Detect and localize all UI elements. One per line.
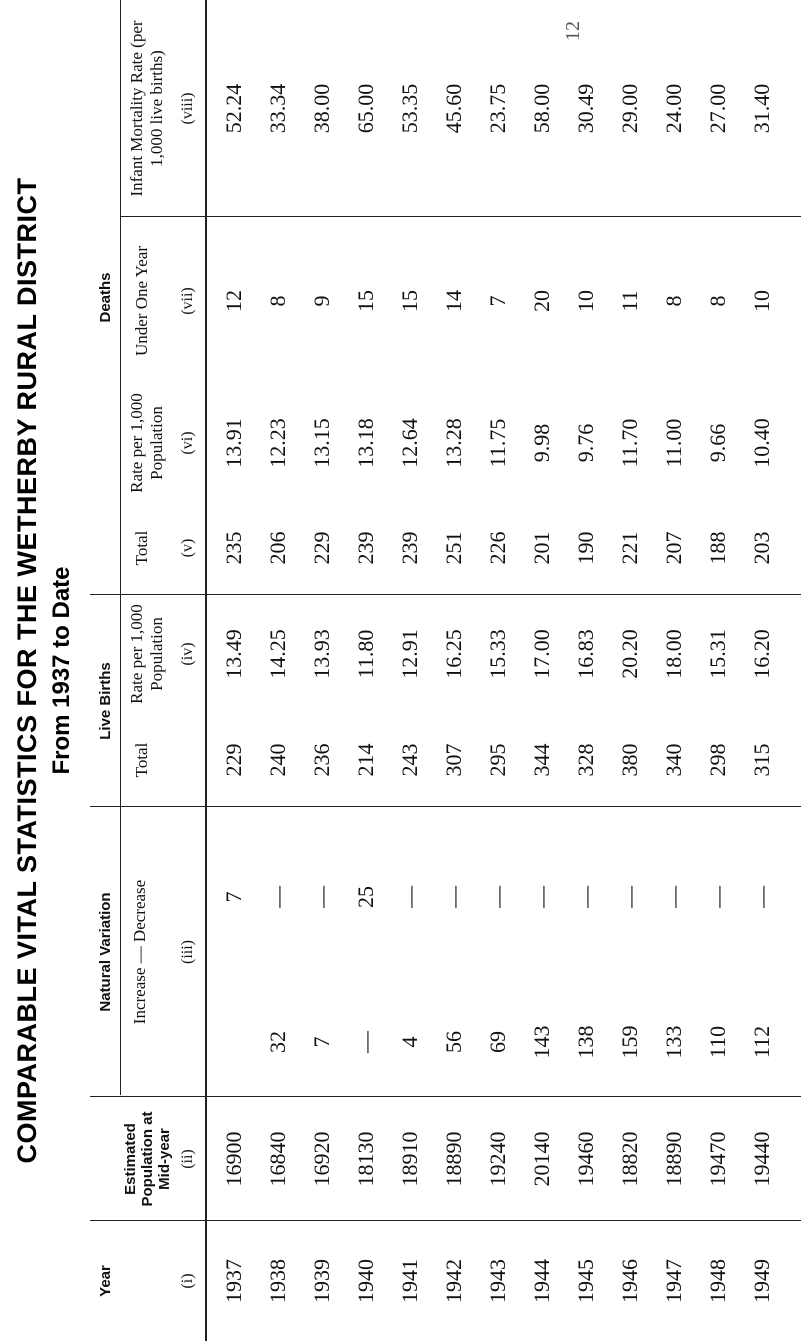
cell-deaths-total: 221 bbox=[617, 531, 642, 565]
cell-births-rate: 16.83 bbox=[573, 629, 598, 679]
cell-deaths-rate: 11.70 bbox=[617, 418, 642, 468]
cell-year: 1948 bbox=[705, 1259, 730, 1303]
cell-population: 20140 bbox=[529, 1131, 554, 1187]
cell-decrease: — bbox=[529, 886, 554, 908]
cell-population: 18820 bbox=[617, 1131, 642, 1187]
cell-decrease: — bbox=[397, 886, 422, 908]
cell-year: 1937 bbox=[221, 1259, 246, 1303]
cell-births-total: 315 bbox=[749, 743, 774, 777]
cell-increase: 110 bbox=[705, 1025, 730, 1059]
cell-births-total: 298 bbox=[705, 743, 730, 777]
cell-deaths-total: 239 bbox=[397, 531, 422, 565]
roman-numeral: (i) bbox=[178, 1273, 196, 1289]
cell-under-one-year: 15 bbox=[397, 290, 422, 312]
header-births-rate: Rate per 1,000 Population bbox=[127, 604, 166, 704]
cell-births-total: 229 bbox=[221, 743, 246, 777]
group-year: Year bbox=[97, 1265, 115, 1297]
cell-infant-mortality: 29.00 bbox=[617, 83, 642, 134]
cell-year: 1949 bbox=[749, 1259, 774, 1303]
cell-increase: 112 bbox=[749, 1025, 774, 1059]
cell-population: 18130 bbox=[353, 1131, 378, 1187]
cell-deaths-rate: 13.28 bbox=[441, 418, 466, 468]
cell-infant-mortality: 24.00 bbox=[661, 83, 686, 134]
cell-population: 16920 bbox=[309, 1131, 334, 1187]
cell-increase: 143 bbox=[529, 1025, 554, 1059]
cell-deaths-total: 206 bbox=[265, 531, 290, 565]
header-infant-mortality: Infant Mortality Rate (per 1,000 live births) bbox=[127, 20, 166, 197]
cell-decrease: — bbox=[441, 886, 466, 908]
roman-numeral: (ii) bbox=[178, 1149, 196, 1169]
cell-births-rate: 20.20 bbox=[617, 629, 642, 679]
cell-increase: 69 bbox=[485, 1031, 510, 1053]
cell-increase: 4 bbox=[397, 1036, 422, 1048]
cell-deaths-rate: 13.91 bbox=[221, 418, 246, 468]
header-deaths-rate: Rate per 1,000 Population bbox=[127, 393, 166, 493]
cell-year: 1938 bbox=[265, 1259, 290, 1303]
header-increase-decrease: Increase — Decrease bbox=[130, 879, 150, 1025]
cell-population: 18910 bbox=[397, 1131, 422, 1187]
cell-infant-mortality: 45.60 bbox=[441, 83, 466, 134]
cell-year: 1945 bbox=[573, 1259, 598, 1303]
cell-population: 19460 bbox=[573, 1131, 598, 1187]
cell-year: 1940 bbox=[353, 1259, 378, 1303]
group-natural-variation: Natural Variation bbox=[97, 892, 115, 1012]
cell-increase: — bbox=[353, 1031, 378, 1053]
cell-deaths-rate: 13.15 bbox=[309, 418, 334, 468]
cell-increase: 159 bbox=[617, 1025, 642, 1059]
cell-deaths-rate: 9.66 bbox=[705, 423, 730, 463]
cell-year: 1943 bbox=[485, 1259, 510, 1303]
roman-numeral: (viii) bbox=[178, 92, 196, 125]
cell-population: 16840 bbox=[265, 1131, 290, 1187]
group-live-births: Live Births bbox=[97, 662, 115, 740]
cell-decrease: 25 bbox=[353, 886, 378, 908]
cell-deaths-total: 207 bbox=[661, 531, 686, 565]
cell-year: 1942 bbox=[441, 1259, 466, 1303]
cell-increase: 138 bbox=[573, 1025, 598, 1059]
roman-numeral: (vii) bbox=[178, 287, 196, 315]
page-number: 12 bbox=[562, 21, 584, 41]
roman-numeral: (iii) bbox=[178, 940, 196, 964]
cell-infant-mortality: 23.75 bbox=[485, 83, 510, 134]
cell-under-one-year: 8 bbox=[705, 295, 730, 307]
cell-infant-mortality: 30.49 bbox=[573, 83, 598, 134]
cell-infant-mortality: 53.35 bbox=[397, 83, 422, 134]
cell-infant-mortality: 58.00 bbox=[529, 83, 554, 134]
cell-births-rate: 17.00 bbox=[529, 629, 554, 679]
cell-under-one-year: 10 bbox=[749, 290, 774, 312]
cell-deaths-rate: 9.98 bbox=[529, 423, 554, 463]
roman-numeral: (v) bbox=[178, 538, 196, 558]
cell-births-rate: 13.93 bbox=[309, 629, 334, 679]
cell-births-total: 380 bbox=[617, 743, 642, 777]
header-deaths-total: Total bbox=[132, 530, 152, 566]
group-rule bbox=[120, 0, 121, 1095]
cell-population: 19240 bbox=[485, 1131, 510, 1187]
cell-deaths-total: 226 bbox=[485, 531, 510, 565]
cell-population: 19440 bbox=[749, 1131, 774, 1187]
cell-under-one-year: 14 bbox=[441, 290, 466, 312]
cell-infant-mortality: 38.00 bbox=[309, 83, 334, 134]
cell-decrease: — bbox=[617, 886, 642, 908]
cell-births-rate: 11.80 bbox=[353, 629, 378, 679]
header-under-one-year: Under One Year bbox=[132, 246, 152, 357]
cell-births-total: 214 bbox=[353, 743, 378, 777]
cell-deaths-rate: 13.18 bbox=[353, 418, 378, 468]
cell-deaths-rate: 12.64 bbox=[397, 418, 422, 468]
cell-births-rate: 15.33 bbox=[485, 629, 510, 679]
cell-births-total: 243 bbox=[397, 743, 422, 777]
cell-under-one-year: 11 bbox=[617, 290, 642, 312]
cell-births-rate: 12.91 bbox=[397, 629, 422, 679]
group-deaths: Deaths bbox=[97, 272, 115, 323]
cell-year: 1946 bbox=[617, 1259, 642, 1303]
page-subtitle: From 1937 to Date bbox=[48, 566, 75, 775]
cell-deaths-rate: 11.00 bbox=[661, 418, 686, 468]
cell-decrease: — bbox=[309, 886, 334, 908]
cell-infant-mortality: 65.00 bbox=[353, 83, 378, 134]
cell-births-total: 344 bbox=[529, 743, 554, 777]
cell-under-one-year: 9 bbox=[309, 295, 334, 307]
cell-year: 1941 bbox=[397, 1259, 422, 1303]
cell-decrease: — bbox=[485, 886, 510, 908]
cell-under-one-year: 10 bbox=[573, 290, 598, 312]
cell-population: 18890 bbox=[661, 1131, 686, 1187]
cell-year: 1944 bbox=[529, 1259, 554, 1303]
cell-infant-mortality: 31.40 bbox=[749, 83, 774, 134]
cell-births-rate: 18.00 bbox=[661, 629, 686, 679]
cell-infant-mortality: 52.24 bbox=[221, 83, 246, 134]
cell-births-total: 236 bbox=[309, 743, 334, 777]
cell-deaths-total: 251 bbox=[441, 531, 466, 565]
cell-births-total: 240 bbox=[265, 743, 290, 777]
cell-births-total: 340 bbox=[661, 743, 686, 777]
cell-births-total: 307 bbox=[441, 743, 466, 777]
cell-decrease: — bbox=[749, 886, 774, 908]
roman-numeral: (iv) bbox=[178, 642, 196, 666]
cell-deaths-rate: 10.40 bbox=[749, 418, 774, 468]
cell-increase: 7 bbox=[309, 1036, 334, 1048]
cell-decrease: — bbox=[573, 886, 598, 908]
cell-increase: 32 bbox=[265, 1031, 290, 1053]
cell-deaths-rate: 11.75 bbox=[485, 418, 510, 468]
header-births-total: Total bbox=[132, 742, 152, 778]
cell-under-one-year: 15 bbox=[353, 290, 378, 312]
cell-births-rate: 15.31 bbox=[705, 629, 730, 679]
cell-births-rate: 16.20 bbox=[749, 629, 774, 679]
cell-births-rate: 14.25 bbox=[265, 629, 290, 679]
cell-population: 19470 bbox=[705, 1131, 730, 1187]
cell-births-rate: 13.49 bbox=[221, 629, 246, 679]
roman-numeral: (vi) bbox=[178, 431, 196, 455]
cell-increase: 56 bbox=[441, 1031, 466, 1053]
cell-deaths-total: 188 bbox=[705, 531, 730, 565]
cell-decrease: — bbox=[661, 886, 686, 908]
cell-deaths-rate: 9.76 bbox=[573, 423, 598, 463]
cell-increase: 133 bbox=[661, 1025, 686, 1059]
cell-deaths-total: 201 bbox=[529, 531, 554, 565]
group-population: Estimated Population at Mid-year bbox=[121, 1111, 174, 1207]
header-rule bbox=[205, 0, 207, 1341]
page-title: COMPARABLE VITAL STATISTICS FOR THE WETHERBY RURAL DISTRICT bbox=[12, 177, 42, 1164]
cell-increase bbox=[212, 987, 256, 1097]
cell-decrease: — bbox=[265, 886, 290, 908]
cell-deaths-rate: 12.23 bbox=[265, 418, 290, 468]
cell-population: 18890 bbox=[441, 1131, 466, 1187]
cell-deaths-total: 203 bbox=[749, 531, 774, 565]
cell-decrease: — bbox=[705, 886, 730, 908]
cell-deaths-total: 239 bbox=[353, 531, 378, 565]
cell-infant-mortality: 27.00 bbox=[705, 83, 730, 134]
cell-births-rate: 16.25 bbox=[441, 629, 466, 679]
cell-births-total: 328 bbox=[573, 743, 598, 777]
cell-under-one-year: 8 bbox=[661, 295, 686, 307]
cell-under-one-year: 8 bbox=[265, 295, 290, 307]
cell-deaths-total: 229 bbox=[309, 531, 334, 565]
cell-decrease: 7 bbox=[221, 891, 246, 903]
cell-year: 1947 bbox=[661, 1259, 686, 1303]
cell-deaths-total: 235 bbox=[221, 531, 246, 565]
cell-under-one-year: 7 bbox=[485, 295, 510, 307]
cell-under-one-year: 12 bbox=[221, 290, 246, 312]
cell-under-one-year: 20 bbox=[529, 290, 554, 312]
cell-infant-mortality: 33.34 bbox=[265, 83, 290, 134]
cell-births-total: 295 bbox=[485, 743, 510, 777]
cell-year: 1939 bbox=[309, 1259, 334, 1303]
cell-deaths-total: 190 bbox=[573, 531, 598, 565]
cell-population: 16900 bbox=[221, 1131, 246, 1187]
